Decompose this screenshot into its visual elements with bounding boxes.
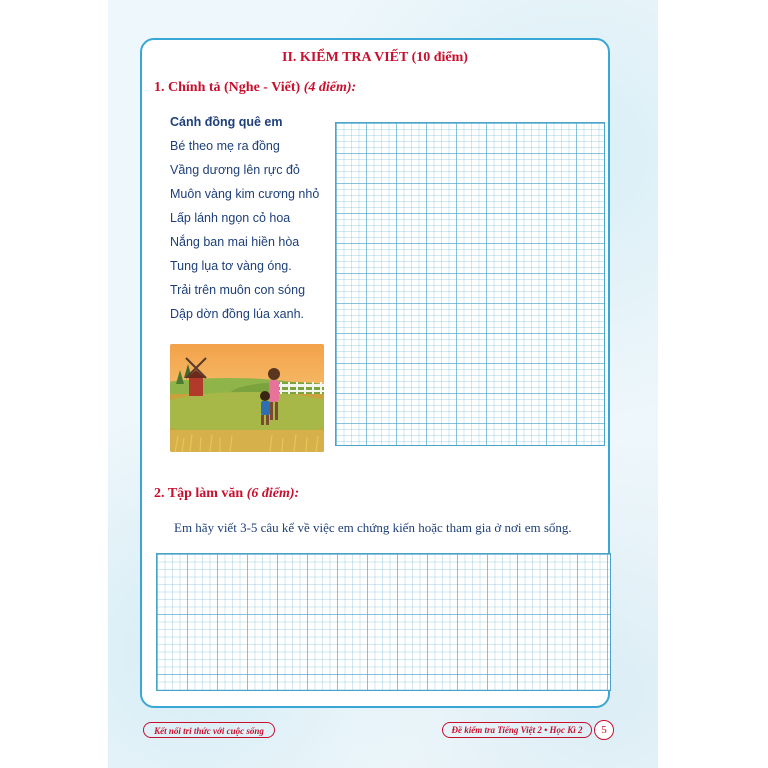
part2-heading [154,486,299,502]
footer-series-label: Kết nối tri thức với cuộc sống [143,722,275,738]
part2-heading-text: 2. Tập làm văn [154,486,244,501]
poem-line: Muôn vàng kim cương nhỏ [170,187,320,201]
footer-book-title: Đề kiểm tra Tiếng Việt 2 • Học Kì 2 [442,722,592,738]
writing-grid-dictation[interactable] [335,122,605,446]
poem-line: Dập dờn đồng lúa xanh. [170,307,304,321]
part2-points: (6 điểm): [246,486,300,501]
poem [170,114,319,330]
poem-line: Nắng ban mai hiền hòa [170,235,300,249]
poem-line: Trải trên muôn con sóng [170,283,306,297]
writing-grid-composition[interactable] [156,553,611,691]
poem-title: Cánh đồng quê em [170,115,283,129]
part1-heading-text: 1. Chính tả (Nghe - Viết) [154,80,301,95]
section-title: II. KIỂM TRA VIẾT (10 điểm) [282,50,468,65]
poem-line: Vầng dương lên rực đỏ [170,163,300,177]
part1-points: (4 điểm): [303,80,357,95]
poem-line: Lấp lánh ngọn cỏ hoa [170,211,291,225]
page-number: 5 [594,720,614,740]
poem-line: Bé theo mẹ ra đồng [170,139,280,153]
content-frame [140,38,610,708]
part2-instruction: Em hãy viết 3-5 câu kể về việc em chứng kiến hoặc tham gia ở nơi em sống. [174,520,572,535]
countryside-illustration [170,344,324,452]
poem-line: Tung lụa tơ vàng óng. [170,259,292,273]
part1-heading [154,80,356,96]
